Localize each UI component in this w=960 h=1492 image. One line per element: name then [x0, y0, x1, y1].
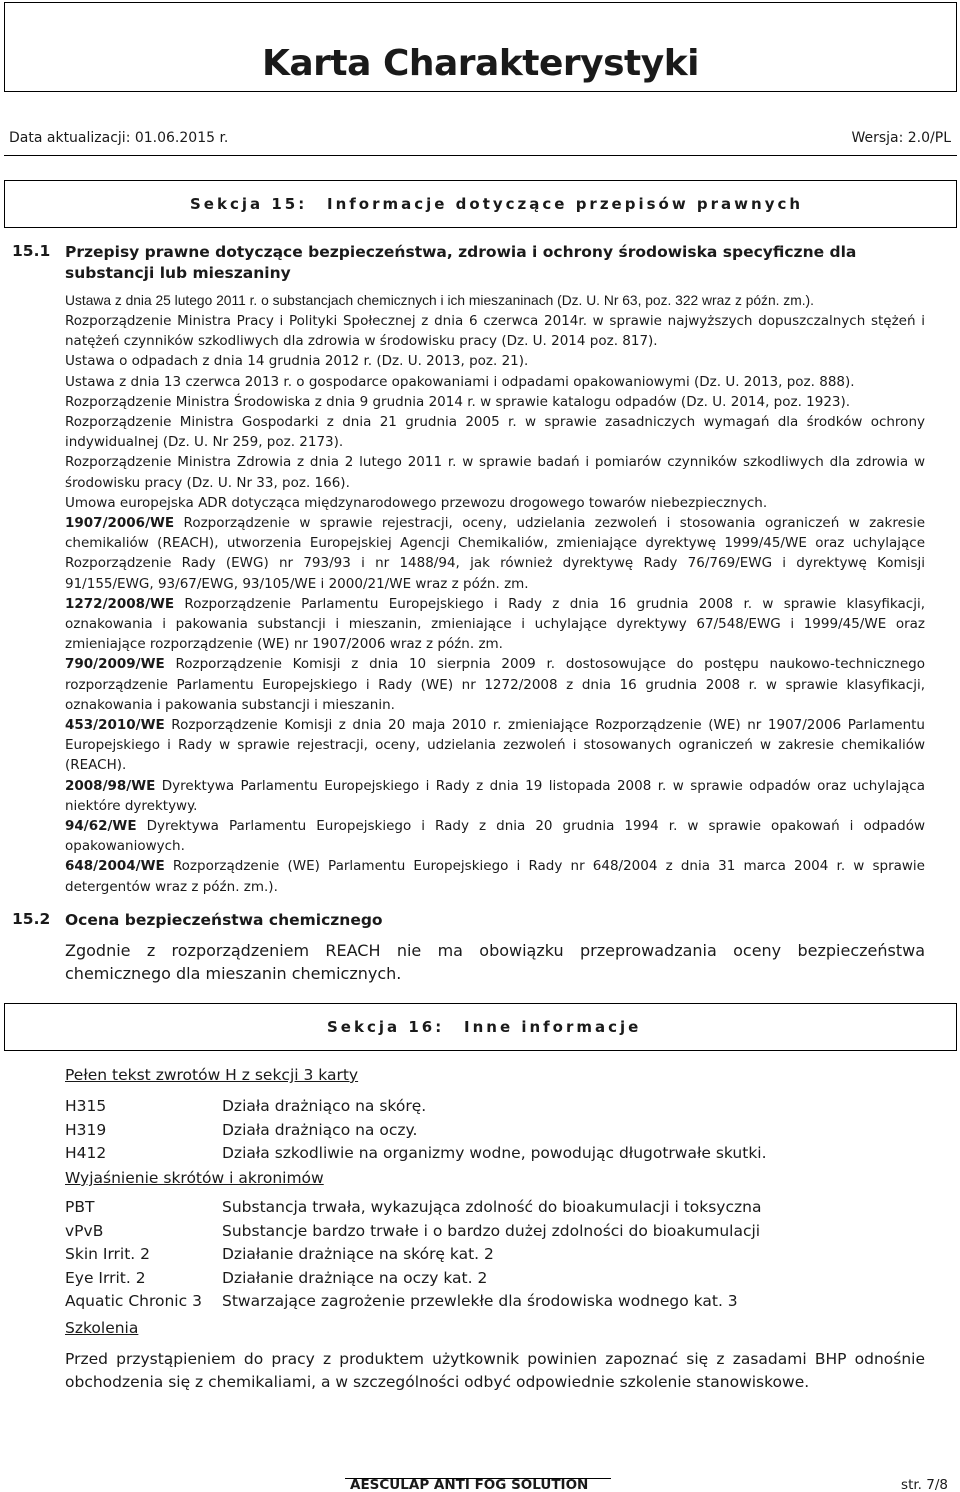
- h-phrase-code: H315: [65, 1097, 107, 1115]
- regulation-code: 2008/98/WE: [65, 777, 156, 794]
- abbreviation: [65, 1222, 761, 1246]
- abbreviation-text: Działanie drażniące na skórę kat. 2: [222, 1245, 494, 1263]
- abbreviations-heading: Wyjaśnienie skrótów i akronimów: [65, 1169, 324, 1187]
- h-phrases-list: [65, 1097, 767, 1168]
- h-phrase: [65, 1097, 767, 1121]
- abbreviation: [65, 1269, 761, 1293]
- h-phrase-text: Działa drażniąco na oczy.: [222, 1120, 418, 1139]
- abbreviation: [65, 1198, 761, 1222]
- abbreviation-code: Skin Irrit. 2: [65, 1245, 151, 1263]
- regulation-item: [65, 594, 925, 655]
- regulation-item: [65, 452, 925, 492]
- abbreviation-text: Działanie drażniące na oczy kat. 2: [222, 1268, 488, 1287]
- chemical-safety-text: Zgodnie z rozporządzeniem REACH nie ma obowiązku przeprowadzania oceny bezpieczeństwa chemicznego dla mieszanin chemicznych.: [65, 941, 925, 983]
- section-15-title: Informacje dotyczące przepisów prawnych: [327, 195, 804, 213]
- subsection-title: Przepisy prawne dotyczące bezpieczeństwa, zdrowia i ochrony środowiska specyficzne dla substancji lub mieszaniny: [65, 243, 857, 282]
- h-phrases-heading: Pełen tekst zwrotów H z sekcji 3 karty: [65, 1066, 359, 1084]
- regulation-code: 1907/2006/WE: [65, 515, 175, 532]
- regulation-text: Rozporządzenie Ministra Pracy i Polityki Społecznej z dnia 6 czerwca 2014r. w sprawie najwyższych dopuszczalnych stężeń i natężeń czynników szkodliwych dla zdrowia w środowisku pracy (Dz. U. 2014 poz. 817).: [65, 313, 925, 350]
- regulation-item: [65, 372, 925, 392]
- title-box: [4, 2, 957, 92]
- abbreviation: [65, 1292, 761, 1316]
- subsection-number: 15.2: [12, 910, 51, 928]
- regulation-code: 648/2004/WE: [65, 858, 165, 875]
- regulation-text: Rozporządzenie Komisji z dnia 20 maja 2010 r. zmieniające Rozporządzenie (WE) nr 1907/2006 Parlamentu Europejskiego i Rady w sprawie rejestracji, oceny, udzielania zezwoleń i stosowanych ograniczeń w zakresie chemikaliów (REACH).: [65, 717, 925, 774]
- header-divider: [4, 155, 957, 156]
- regulation-text: Ustawa z dnia 13 czerwca 2013 r. o gospodarce opakowaniami i odpadami opakowaniowymi (Dz. U. 2013, poz. 888).: [65, 373, 855, 390]
- regulation-ustawa: Ustawa z dnia 25 lutego 2011 r. o substancjach chemicznych i ich mieszaninach (Dz. U. Nr 63, poz. 322 wraz z późn. zm.).: [65, 293, 814, 308]
- h-phrase: [65, 1121, 767, 1145]
- h-phrase: [65, 1144, 767, 1168]
- regulation-code: 790/2009/WE: [65, 656, 165, 673]
- subsection-number: 15.1: [12, 242, 51, 260]
- abbreviation-code: PBT: [65, 1198, 95, 1216]
- regulation-code: 94/62/WE: [65, 818, 137, 835]
- regulation-item: [65, 654, 925, 715]
- regulation-item: [65, 776, 925, 816]
- regulation-text: Rozporządzenie Ministra Gospodarki z dnia 21 grudnia 2005 r. w sprawie zasadniczych wymagań dla środków ochrony indywidualnej (Dz. U. Nr 259, poz. 2173).: [65, 414, 925, 451]
- regulation-text: Umowa europejska ADR dotycząca międzynarodowego przewozu drogowego towarów niebezpiecznych.: [65, 494, 768, 511]
- abbreviation-text: Substancja trwała, wykazująca zdolność do bioakumulacji i toksyczna: [222, 1198, 762, 1216]
- abbreviation: [65, 1245, 761, 1269]
- section-16-number: Sekcja 16:: [327, 1018, 445, 1036]
- h-phrase-text: Działa drażniąco na skórę.: [222, 1097, 427, 1115]
- regulation-item: [65, 816, 925, 856]
- abbreviation-text: Stwarzające zagrożenie przewlekłe dla środowiska wodnego kat. 3: [222, 1292, 738, 1310]
- abbreviation-text: Substancje bardzo trwałe i o bardzo dużej zdolności do bioakumulacji: [222, 1221, 761, 1240]
- regulation-code: 453/2010/WE: [65, 717, 165, 734]
- abbreviation-code: vPvB: [65, 1221, 104, 1240]
- regulation-item: [65, 493, 925, 513]
- regulation-text: Rozporządzenie Ministra Zdrowia z dnia 2 lutego 2011 r. w sprawie badań i pomiarów czynników szkodliwych dla zdrowia w środowisku pracy (Dz. U. Nr 33, poz. 166).: [65, 454, 925, 491]
- regulation-text: Rozporządzenie (WE) Parlamentu Europejskiego i Rady nr 648/2004 z dnia 31 marca 2004 r. w sprawie detergentów wraz z późn. zm.).: [65, 858, 925, 895]
- section-16-title: Inne informacje: [464, 1018, 642, 1036]
- training-heading: Szkolenia: [65, 1319, 139, 1337]
- abbreviation-code: Aquatic Chronic 3: [65, 1292, 202, 1310]
- regulation-text: Dyrektywa Parlamentu Europejskiego i Rady z dnia 20 grudnia 1994 r. w sprawie opakowań i odpadów opakowaniowych.: [65, 818, 925, 855]
- footer-product: AESCULAP ANTI FOG SOLUTION: [350, 1477, 589, 1492]
- version: Wersja: 2.0/PL: [851, 130, 951, 146]
- regulation-item: [65, 412, 925, 452]
- regulation-text: Rozporządzenie Parlamentu Europejskiego i Rady z dnia 16 grudnia 2008 r. w sprawie klasyfikacji, oznakowania i pakowania substancji i mieszanin, zmieniające i uchylające dyrektywy 67/548/EWG i 1999/45/WE oraz zmieniające rozporządzenie (WE) nr 1907/2006 wraz z późn. zm.: [65, 595, 925, 653]
- training-text: Przed przystąpieniem do pracy z produktem użytkownik powinien zapoznać się z zasadami BHP odnośnie obchodzenia się z chemikaliami, a w szczególności odbyć odpowiednie szkolenie stanowiskowe.: [65, 1350, 925, 1391]
- regulation-item: [65, 513, 925, 594]
- document-title: Karta Charakterystyki: [261, 43, 700, 84]
- regulation-text: Ustawa o odpadach z dnia 14 grudnia 2012 r. (Dz. U. 2013, poz. 21).: [65, 353, 529, 370]
- regulation-item: [65, 311, 925, 351]
- regulation-item: [65, 715, 925, 776]
- abbreviations-list: [65, 1198, 761, 1316]
- regulation-item: [65, 392, 925, 412]
- h-phrase-code: H412: [65, 1144, 107, 1162]
- h-phrase-code: H319: [65, 1120, 107, 1139]
- update-date: Data aktualizacji: 01.06.2015 r.: [9, 130, 229, 146]
- regulation-list: [65, 311, 925, 897]
- subsection-title: Ocena bezpieczeństwa chemicznego: [65, 911, 383, 929]
- regulation-text: Dyrektywa Parlamentu Europejskiego i Rady z dnia 19 listopada 2008 r. w sprawie odpadów oraz uchylająca niektóre dyrektywy.: [65, 777, 925, 814]
- h-phrase-text: Działa szkodliwie na organizmy wodne, powodując długotrwałe skutki.: [222, 1144, 767, 1162]
- abbreviation-code: Eye Irrit. 2: [65, 1268, 146, 1287]
- regulation-item: [65, 856, 925, 896]
- regulation-item: [65, 351, 925, 371]
- section-15-number: Sekcja 15:: [190, 195, 308, 213]
- regulation-text: Rozporządzenie Komisji z dnia 10 sierpnia 2009 r. dostosowujące do postępu naukowo-technicznego rozporządzenie Parlamentu Europejskiego i Rady (WE) nr 1272/2008 z dnia 16 grudnia 2008 r. w sprawie klasyfikacji, oznakowania i pakowania substancji i mieszanin.: [65, 656, 925, 713]
- page-number: str. 7/8: [901, 1477, 948, 1492]
- regulation-code: 1272/2008/WE: [65, 595, 175, 612]
- regulation-text: Rozporządzenie w sprawie rejestracji, oceny, udzielania zezwoleń i stosowania ograniczeń w zakresie chemikaliów (REACH), utworzenia Europejskiej Agencji Chemikaliów, zmieniające dyrektywę 1999/45/WE oraz uchylające Rozporządzenie Rady (EWG) nr 793/93 i nr 1488/94, jak również dyrektywę Rady 76/769/EWG i dyrektywę Komisji 91/155/EWG, 93/67/EWG, 93/105/WE i 2000/21/WE wraz z późn. zm.: [65, 515, 925, 592]
- regulation-text: Rozporządzenie Ministra Środowiska z dnia 9 grudnia 2014 r. w sprawie katalogu odpadów (Dz. U. 2014, poz. 1923).: [65, 393, 851, 410]
